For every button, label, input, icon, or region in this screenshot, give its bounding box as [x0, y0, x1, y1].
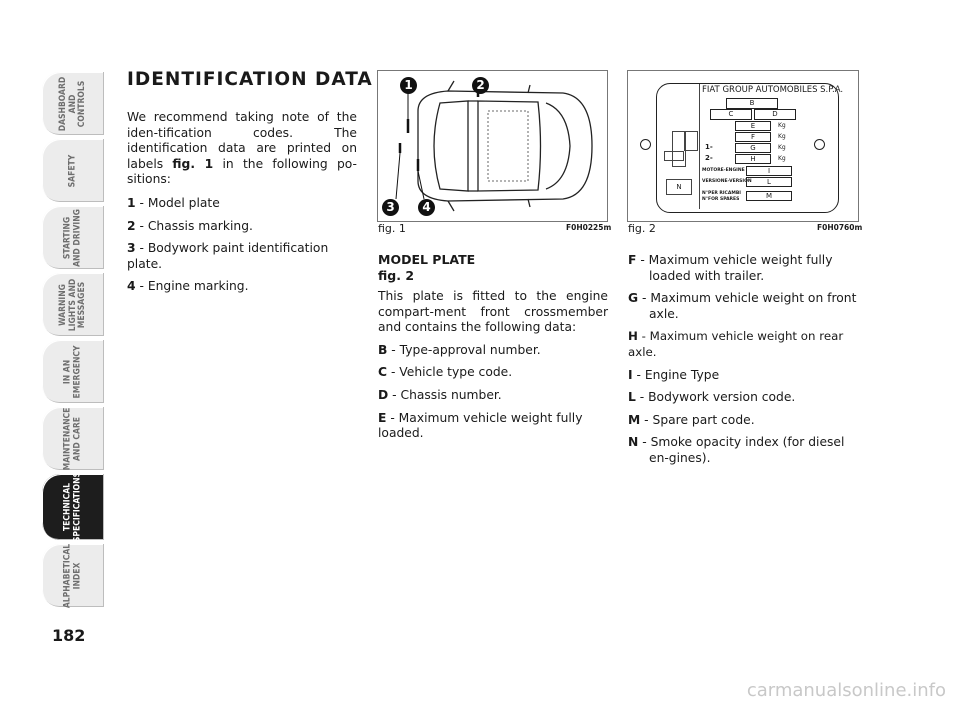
unit-label: Kg: [778, 133, 786, 140]
item-key: 3: [127, 241, 136, 256]
list-item: F - Maximum vehicle weight fully loaded with trailer.: [628, 253, 833, 283]
tab-label: IN AN EMERGENCY: [62, 344, 82, 399]
figure-model-plate: [627, 70, 859, 222]
list-item: H - Maximum vehicle weight on rear axle.: [628, 329, 844, 359]
list-item: C - Vehicle type code.: [378, 365, 513, 380]
row-label-2: 2-: [705, 154, 713, 162]
tab-technical-specifications[interactable]: [42, 471, 104, 543]
item-key: 4: [127, 279, 136, 294]
section-intro: This plate is fitted to the engine compart-ment front crossmember and contains the following data:: [378, 289, 608, 335]
list-item: 1 - Model plate: [127, 195, 220, 210]
item-text: Smoke opacity index (for diesel en-gines).: [649, 435, 845, 465]
tab-warning-lights[interactable]: [42, 273, 104, 336]
list-item: N - Smoke opacity index (for diesel en-gines).: [628, 435, 845, 465]
intro-text: in the following po-sitions:: [127, 156, 357, 187]
item-key: C: [378, 365, 388, 380]
section-heading: MODEL PLATE: [378, 252, 476, 267]
marker-3: 3: [382, 199, 399, 216]
marker-1: 1: [400, 77, 417, 94]
list-item: D - Chassis number.: [378, 387, 502, 402]
item-key: I: [628, 367, 633, 382]
field-g: G: [735, 143, 771, 153]
watermark: carmanualsonline.info: [746, 680, 946, 701]
item-key: H: [628, 329, 638, 344]
unit-label: Kg: [778, 122, 786, 129]
tab-label: SAFETY: [67, 154, 78, 187]
field-h: H: [735, 154, 771, 164]
item-text: Model plate: [147, 195, 220, 210]
tab-label: TECHNICAL SPECIFICATIONS: [62, 471, 82, 543]
fig1-caption: fig. 1: [378, 222, 406, 235]
item-text: Chassis marking.: [147, 218, 253, 233]
engine-label: MOTORE-ENGINE: [702, 168, 745, 173]
item-text: Engine Type: [644, 367, 720, 382]
list-item: G - Maximum vehicle weight on front axle.: [628, 291, 857, 321]
tab-maintenance-and-care[interactable]: [42, 407, 104, 470]
field-i: I: [746, 166, 792, 176]
field-m: M: [746, 191, 792, 201]
tab-in-an-emergency[interactable]: [42, 340, 104, 403]
row-label-1: 1-: [705, 143, 713, 151]
plate-box: [664, 151, 684, 161]
item-key: N: [628, 435, 639, 450]
list-item: E - Maximum vehicle weight fully loaded.: [378, 410, 583, 441]
intro-column: [127, 110, 357, 295]
item-key: L: [628, 390, 636, 405]
intro-text: We recommend taking note of the iden-tification codes. The identification data are printed on labels: [127, 110, 357, 171]
item-text: Type-approval number.: [399, 342, 541, 357]
field-b: B: [726, 98, 778, 109]
fig1-code: F0H0225m: [566, 223, 612, 232]
field-l: L: [746, 177, 792, 187]
list-item: 4 - Engine marking.: [127, 279, 249, 294]
spares-label-1: N°PER RICAMBI: [702, 191, 741, 196]
item-key: G: [628, 291, 639, 306]
item-text: Maximum vehicle weight on front axle.: [649, 291, 857, 321]
rivet-hole-left: [640, 139, 651, 150]
fig2-caption: fig. 2: [628, 222, 656, 235]
item-text: Maximum vehicle weight fully loaded with trailer.: [648, 253, 833, 283]
list-item: I - Engine Type: [628, 367, 720, 382]
page-number: 182: [52, 626, 86, 645]
marker-4: 4: [418, 199, 435, 216]
item-text: Spare part code.: [652, 412, 755, 427]
unit-label: Kg: [778, 155, 786, 162]
tab-label: ALPHABETICAL INDEX: [62, 543, 82, 608]
field-f: F: [735, 132, 771, 142]
model-plate-section-continued: [628, 253, 858, 467]
item-text: Bodywork paint identification plate.: [127, 241, 329, 271]
item-text: Engine marking.: [147, 279, 249, 294]
item-key: 2: [127, 218, 136, 233]
item-key: F: [628, 253, 637, 267]
tab-safety[interactable]: [42, 139, 104, 202]
item-text: Bodywork version code.: [648, 390, 796, 405]
tab-dashboard-and-controls[interactable]: [42, 72, 104, 135]
section-tabs: [42, 72, 104, 611]
list-item: B - Type-approval number.: [378, 342, 541, 357]
page-title: IDENTIFICATION DATA: [127, 69, 373, 90]
list-item: 2 - Chassis marking.: [127, 218, 253, 233]
unit-label: Kg: [778, 144, 786, 151]
item-key: B: [378, 342, 388, 357]
item-key: 1: [127, 195, 136, 210]
field-c: C: [710, 109, 752, 120]
item-text: Vehicle type code.: [399, 365, 513, 380]
field-d: D: [754, 109, 796, 120]
tab-label: WARNING LIGHTS AND MESSAGES: [57, 278, 87, 331]
car-top-view-illustration: [378, 71, 607, 221]
figure-car-top-view: [377, 70, 608, 222]
item-text: Chassis number.: [400, 387, 502, 402]
tab-alphabetical-index[interactable]: [42, 544, 104, 607]
list-item: L - Bodywork version code.: [628, 390, 796, 405]
item-key: D: [378, 387, 389, 402]
fig-reference: fig. 1: [172, 156, 214, 171]
item-key: M: [628, 412, 641, 427]
tab-starting-and-driving[interactable]: [42, 206, 104, 269]
tab-label: STARTING AND DRIVING: [62, 208, 82, 267]
field-e: E: [735, 121, 771, 131]
tab-label: DASHBOARD AND CONTROLS: [57, 76, 87, 131]
plate-title: FIAT GROUP AUTOMOBILES S.P.A.: [702, 85, 844, 95]
marker-2: 2: [472, 77, 489, 94]
item-text: Maximum vehicle weight on rear axle.: [628, 329, 844, 359]
plate-box: [684, 131, 698, 151]
item-text: Maximum vehicle weight fully loaded.: [378, 410, 583, 441]
item-key: E: [378, 410, 387, 425]
model-plate-section: [378, 252, 608, 442]
spares-label-2: N°FOR SPARES: [702, 197, 740, 202]
list-item: 3 - Bodywork paint identification plate.: [127, 241, 329, 271]
tab-label: MAINTENANCE AND CARE: [62, 407, 82, 470]
version-label: VERSIONE-VERSION: [702, 179, 752, 184]
section-fig-ref: fig. 2: [378, 267, 415, 283]
fig2-code: F0H0760m: [817, 223, 863, 232]
intro-paragraph: [127, 110, 357, 188]
list-item: M - Spare part code.: [628, 412, 755, 427]
field-n: N: [666, 179, 692, 195]
